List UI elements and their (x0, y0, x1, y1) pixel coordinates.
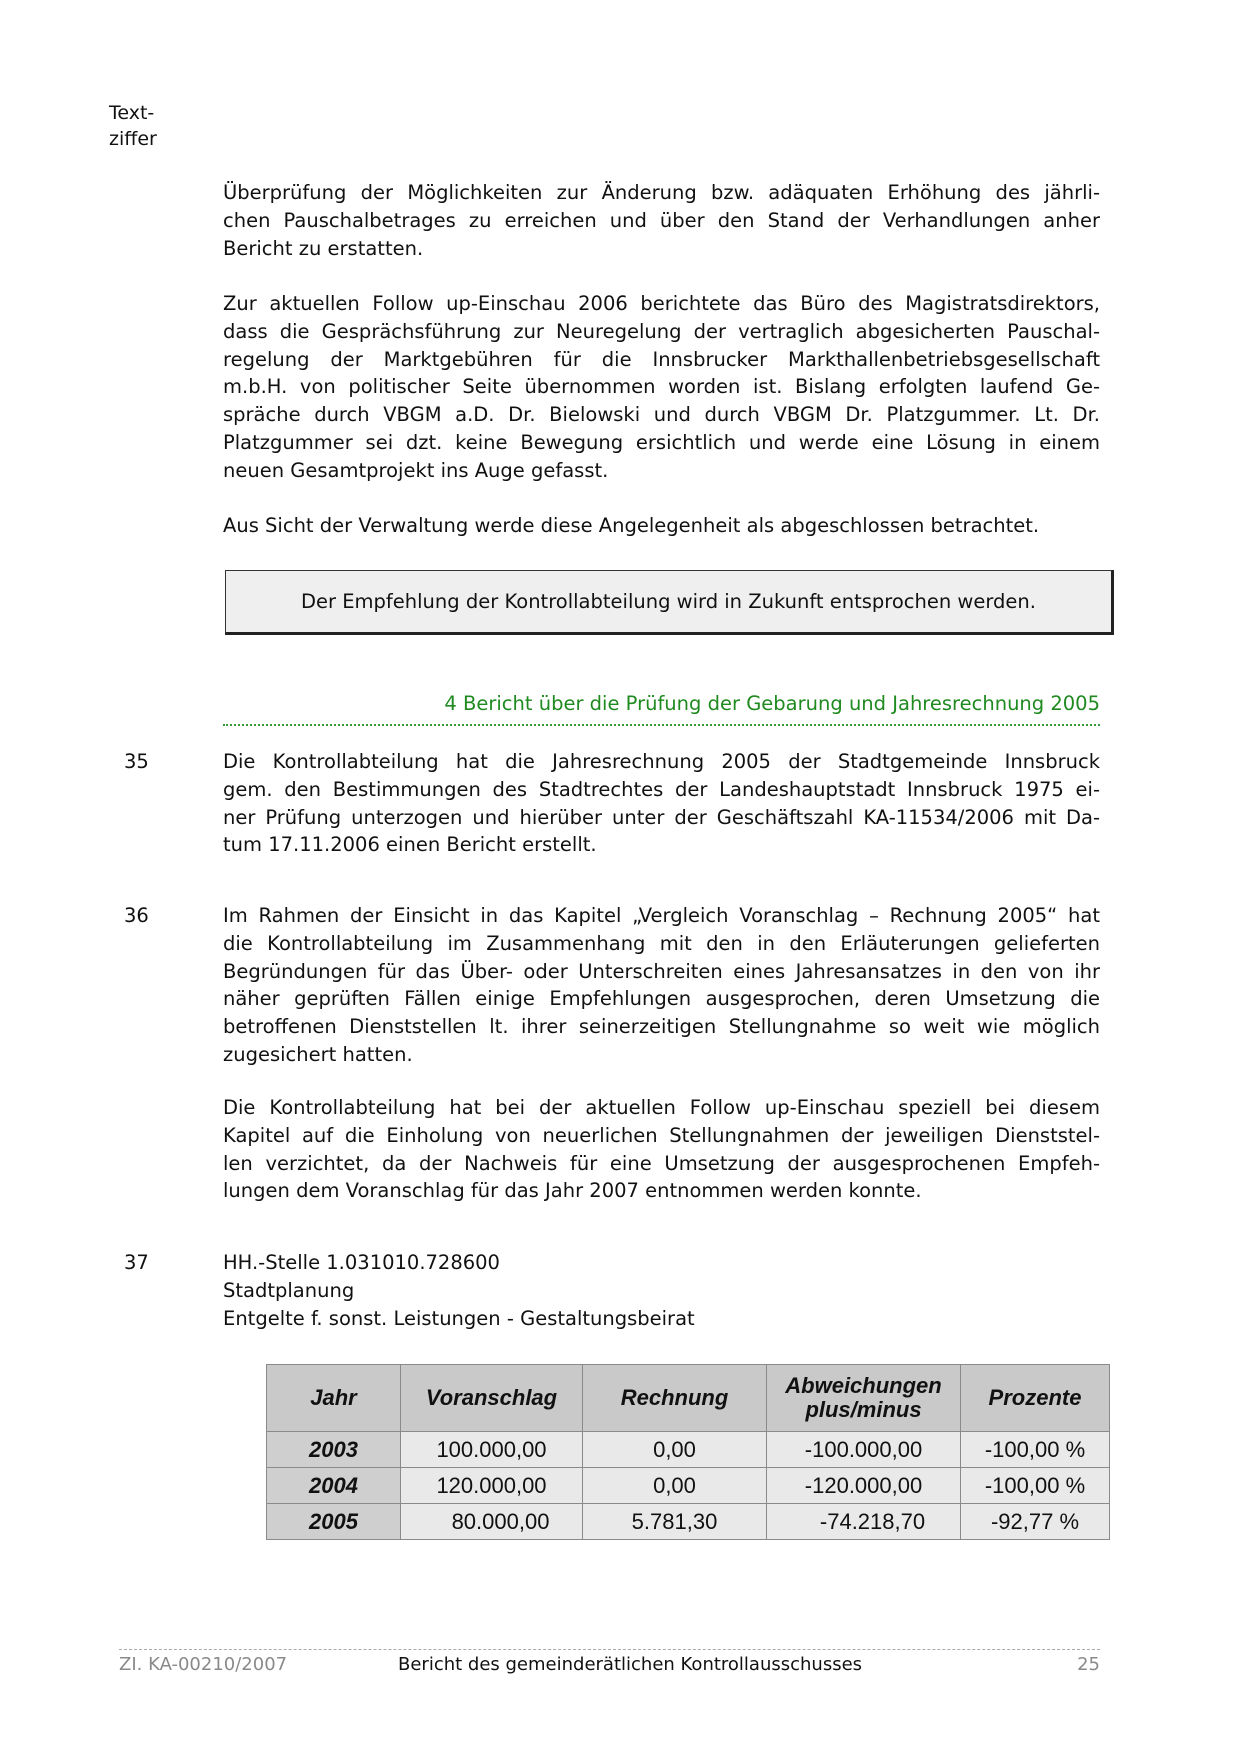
year-cell: 2004 (267, 1468, 401, 1504)
table-cell: 120.000,00 (401, 1468, 583, 1504)
text-line: neuen Gesamtprojekt ins Auge gefasst. (223, 458, 609, 482)
table-cell: -74.218,70 (767, 1504, 961, 1540)
text-line: näher geprüften Fällen einige Empfehlungen ausgesprochen, deren Umsetzung die (223, 987, 1100, 1011)
table-cell: -100,00 % (961, 1468, 1110, 1504)
margin-label (109, 100, 157, 152)
table-cell: 80.000,00 (401, 1504, 583, 1540)
text-line: Die Kontrollabteilung hat die Jahresrechnung 2005 der Stadtgemeinde Innsbruck (223, 750, 1100, 773)
footer-title: Bericht des gemeinderätlichen Kontrollausschusses (398, 1654, 863, 1675)
item-number: 36 (124, 904, 149, 927)
page-number: 25 (1077, 1654, 1100, 1675)
text-line: die Kontrollabteilung im Zusammenhang mit den in den Erläuterungen gelieferten (223, 931, 1100, 955)
table-cell: -120.000,00 (767, 1468, 961, 1504)
table-row (267, 1504, 1110, 1540)
paragraph-2 (223, 290, 1100, 485)
recommendation-text: Der Empfehlung der Kontrollabteilung wird in Zukunft entsprochen werden. (301, 590, 1036, 613)
table-row (267, 1468, 1110, 1504)
table-cell: -100,00 % (961, 1432, 1110, 1468)
item-36-text-2 (223, 1094, 1100, 1205)
budget-table (266, 1364, 1110, 1540)
item-number: 35 (124, 750, 149, 773)
heading-divider (223, 724, 1100, 726)
table-header-row (267, 1365, 1110, 1432)
text-line: zugesichert hatten. (223, 1042, 413, 1066)
text-line: dass die Gesprächsführung zur Neuregelung der vertraglich abgesicherten Pauschal- (223, 319, 1100, 343)
table-cell: 100.000,00 (401, 1432, 583, 1468)
text-line: m.b.H. von politischer Seite übernommen worden ist. Bislang erfolgten laufend Ge- (223, 375, 1100, 399)
table-cell: -100.000,00 (767, 1432, 961, 1468)
recommendation-box (225, 570, 1114, 635)
margin-label-line: Text- (109, 102, 155, 124)
paragraph-3 (223, 512, 1100, 540)
table-cell: -92,77 % (961, 1504, 1110, 1540)
column-header: Rechnung (583, 1365, 767, 1432)
text-line: tum 17.11.2006 einen Bericht erstellt. (223, 833, 597, 857)
text-line: Entgelte f. sonst. Leistungen - Gestaltungsbeirat (223, 1306, 695, 1330)
year-cell: 2005 (267, 1504, 401, 1540)
table-cell: 0,00 (583, 1432, 767, 1468)
text-line: Im Rahmen der Einsicht in das Kapitel „Vergleich Voranschlag – Rechnung 2005“ hat (223, 904, 1100, 927)
text-line: spräche durch VBGM a.D. Dr. Bielowski und durch VBGM Dr. Platzgummer. Lt. Dr. (223, 403, 1100, 427)
table-cell: 5.781,30 (583, 1504, 767, 1540)
footer-reference: ZI. KA-00210/2007 (119, 1654, 288, 1675)
item-35-text (223, 748, 1100, 859)
item-37-text (223, 1249, 1100, 1332)
table-row (267, 1432, 1110, 1468)
text-line: Kapitel auf die Einholung von neuerlichen Stellungnahmen der jeweiligen Dienststel- (223, 1123, 1100, 1147)
item-36-text (223, 902, 1100, 1069)
column-header: Prozente (961, 1365, 1110, 1432)
item-number: 37 (124, 1251, 149, 1274)
text-line: betroffenen Dienststellen lt. ihrer seinerzeitigen Stellungnahme so weit wie möglich (223, 1015, 1100, 1039)
table-cell: 0,00 (583, 1468, 767, 1504)
text-line: Stadtplanung (223, 1278, 355, 1302)
text-line: ner Prüfung unterzogen und hierüber unter der Geschäftszahl KA-11534/2006 mit Da- (223, 805, 1100, 829)
column-header: Jahr (267, 1365, 401, 1432)
text-line: gem. den Bestimmungen des Stadtrechtes der Landeshauptstadt Innsbruck 1975 ei- (223, 777, 1100, 801)
text-line: Begründungen für das Über- oder Unterschreiten eines Jahresansatzes in den von ihr (223, 959, 1100, 983)
text-line: Aus Sicht der Verwaltung werde diese Angelegenheit als abgeschlossen betrachtet. (223, 514, 1040, 537)
text-line: Die Kontrollabteilung hat bei der aktuellen Follow up-Einschau speziell bei diesem (223, 1096, 1100, 1119)
text-line: HH.-Stelle 1.031010.728600 (223, 1251, 500, 1274)
text-line: Bericht zu erstatten. (223, 236, 424, 260)
text-line: Überprüfung der Möglichkeiten zur Änderung bzw. adäquaten Erhöhung des jährli- (223, 181, 1100, 204)
text-line: Platzgummer sei dzt. keine Bewegung ersichtlich und werde eine Lösung in einem (223, 430, 1100, 454)
column-header: Voranschlag (401, 1365, 583, 1432)
text-line: len verzichtet, da der Nachweis für eine Umsetzung der ausgesprochenen Empfeh- (223, 1151, 1100, 1175)
text-line: Zur aktuellen Follow up-Einschau 2006 berichtete das Büro des Magistratsdirektors, (223, 292, 1100, 315)
text-line: chen Pauschalbetrages zu erreichen und über den Stand der Verhandlungen anher (223, 208, 1100, 232)
paragraph-1 (223, 179, 1100, 262)
footer-divider (119, 1649, 1100, 1650)
column-header: Abweichungen plus/minus (767, 1365, 961, 1432)
margin-label-line: ziffer (109, 128, 157, 150)
text-line: lungen dem Voranschlag für das Jahr 2007 entnommen werden konnte. (223, 1179, 922, 1203)
section-heading: 4 Bericht über die Prüfung der Gebarung und Jahresrechnung 2005 (444, 692, 1100, 715)
text-line: regelung der Marktgebühren für die Innsbrucker Markthallenbetriebsgesellschaft (223, 347, 1100, 371)
year-cell: 2003 (267, 1432, 401, 1468)
